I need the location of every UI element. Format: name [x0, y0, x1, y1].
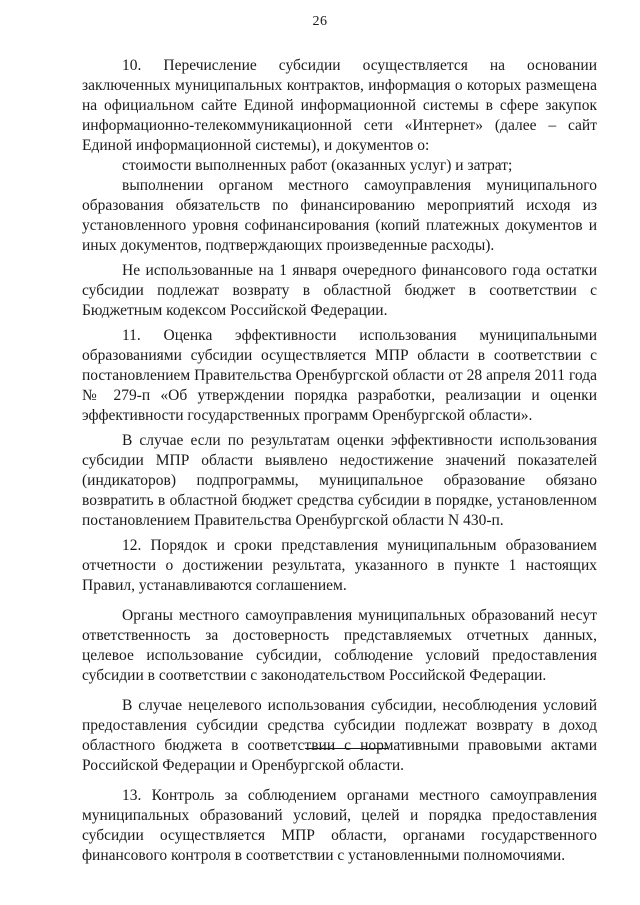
- document-body: [82, 56, 597, 866]
- paragraph-responsibility: Органы местного самоуправления муниципальных образований несут ответственность за достоверность представляемых отчетных данных, целевое использование субсидии, соблюдение условий предоставления субсидии в соответствии с законодательством Российской Федерации.: [82, 607, 597, 684]
- paragraph-item-13: 13. Контроль за соблюдением органами местного самоуправления муниципальных образований условий, целей и порядка предоставления субсидии осуществляется МПР области, органами государственного финансового контроля в соответствии с установленными полномочиями.: [82, 787, 597, 864]
- paragraph-unused-balances: Не использованные на 1 января очередного финансового года остатки субсидии подлежат возврату в областной бюджет в соответствии с Бюджетным кодексом Российской Федерации.: [82, 262, 597, 319]
- end-of-document-rule: [305, 748, 389, 749]
- paragraph-cofinancing-obligations: выполнении органом местного самоуправления муниципального образования обязательств по финансированию мероприятий исходя из установленного уровня софинансирования (копий платежных документов и иных документов, подтверждающих произведенные расходы).: [82, 177, 597, 254]
- paragraph-item-12: 12. Порядок и сроки представления муниципальным образованием отчетности о достижении результата, указанного в пункте 1 настоящих Правил, устанавливаются соглашением.: [82, 537, 597, 594]
- paragraph-item-10: 10. Перечисление субсидии осуществляется на основании заключенных муниципальных контрактов, информация о которых размещена на официальном сайте Единой информационной системы в сфере закупок информационно-телекоммуникационной сети «Интернет» (далее – сайт Единой информационной системы), и документов о:: [82, 57, 597, 154]
- page-number: 26: [312, 14, 328, 29]
- paragraph-item-11: 11. Оценка эффективности использования муниципальными образованиями субсидии осуществляется МПР области в соответствии с постановлением Правительства Оренбургской области от 28 апреля 2011 года № 279-п «Об утверждении порядка разработки, реализации и оценки эффективности государственных программ Оренбургской области».: [82, 327, 597, 424]
- paragraph-misuse-return: В случае нецелевого использования субсидии, несоблюдения условий предоставления субсидии средства субсидии подлежат возврату в доход областного бюджета в соответствии с нормативными правовыми актами Российской Федерации и Оренбургской области.: [82, 697, 597, 774]
- paragraph-cost-of-works: стоимости выполненных работ (оказанных услуг) и затрат;: [122, 157, 513, 174]
- paragraph-indicator-failure: В случае если по результатам оценки эффективности использования субсидии МПР области выявлено недостижение значений показателей (индикаторов) подпрограммы, муниципальное образование обязано возвратить в областной бюджет средства субсидии в порядке, установленном постановлением Правительства Оренбургской области N 430-п.: [82, 432, 597, 529]
